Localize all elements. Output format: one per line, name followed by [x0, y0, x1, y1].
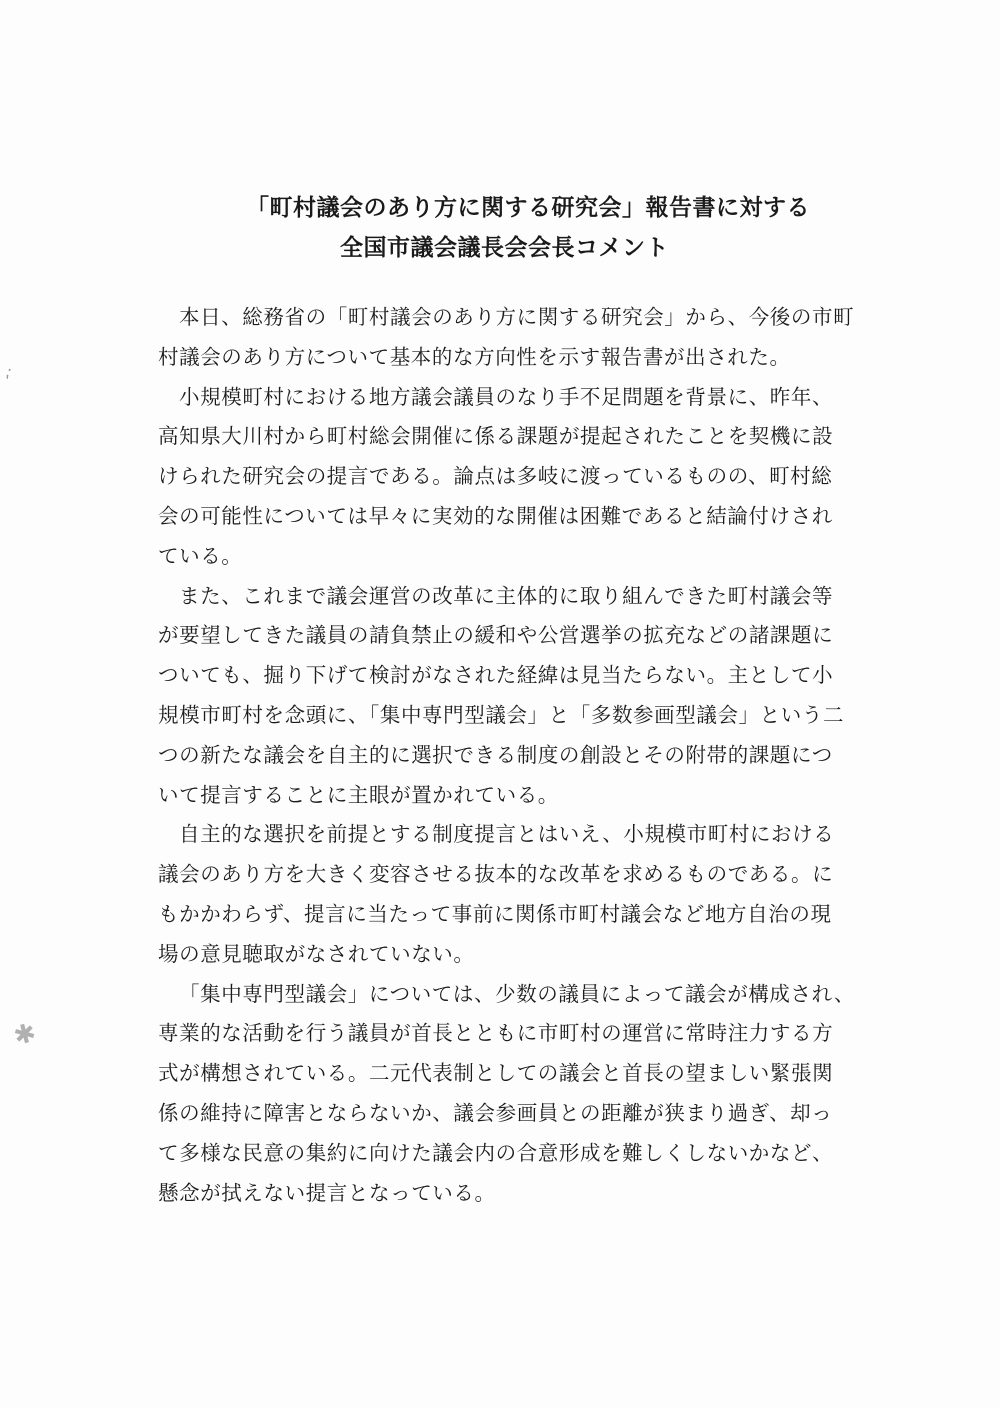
document-body: [158, 298, 856, 1213]
title-line: 「町村議会のあり方に関する研究会」報告書に対する: [246, 195, 810, 221]
text-line: 式が構想されている。二元代表制としての議会と首長の望ましい緊張関: [158, 1061, 834, 1086]
paragraph: [158, 577, 848, 816]
text-line: が要望してきた議員の請負禁止の緩和や公営選挙の拡充などの諸課題に: [158, 623, 834, 648]
paragraph: [158, 298, 855, 378]
scan-speck-mark: ⁏: [2, 361, 15, 382]
text-line: もかかわらず、提言に当たって事前に関係市町村議会など地方自治の現: [158, 901, 832, 926]
text-line: 自主的な選択を前提とする制度提言とはいえ、小規模市町村における: [179, 822, 835, 847]
text-line: つの新たな議会を自主的に選択できる制度の創設とその附帯的課題につ: [158, 742, 833, 767]
paragraph: [158, 975, 856, 1214]
text-line: て多様な民意の集約に向けた議会内の合意形成を難しくしないかなど、: [158, 1140, 834, 1165]
text-line: いて提言することに主眼が置かれている。: [158, 782, 559, 807]
text-line: 村議会のあり方について基本的な方向性を示す報告書が出された。: [158, 344, 791, 369]
text-line: 規模市町村を念頭に、「集中専門型議会」と「多数参画型議会」という二: [158, 702, 845, 727]
text-line: ついても、掘り下げて検討がなされた経緯は見当たらない。主として小: [158, 663, 834, 688]
text-line: 高知県大川村から町村総会開催に係る課題が提起されたことを契機に設: [158, 424, 834, 449]
text-line: 専業的な活動を行う議員が首長とともに市町村の運営に常時注力する方: [158, 1021, 834, 1046]
text-line: 本日、総務省の「町村議会のあり方に関する研究会」から、今後の市町: [179, 305, 855, 329]
text-line: 懸念が拭えない提言となっている。: [158, 1180, 496, 1205]
text-line: 小規模町村における地方議会議員のなり手不足問題を背景に、昨年、: [179, 384, 834, 409]
text-line: ている。: [158, 543, 243, 568]
scan-speck-mark: ✱: [10, 1017, 40, 1053]
text-line: 議会のあり方を大きく変容させる抜本的な改革を求めるものである。に: [158, 862, 834, 887]
text-line: 場の意見聴取がなされていない。: [158, 941, 475, 966]
text-line: 会の可能性については早々に実効的な開催は困難であると結論付けされ: [158, 503, 833, 528]
title-line: 全国市議会議長会会長コメント: [340, 235, 669, 261]
text-line: 「集中専門型議会」については、少数の議員によって議会が構成され、: [179, 981, 856, 1006]
paragraph: [158, 815, 848, 974]
text-line: また、これまで議会運営の改革に主体的に取り組んできた町村議会等: [179, 583, 834, 608]
document-title: [120, 188, 880, 268]
text-line: けられた研究会の提言である。論点は多岐に渡っているものの、町村総: [158, 464, 833, 489]
paragraph: [158, 378, 848, 577]
text-line: 係の維持に障害とならないか、議会参画員との距離が狭まり過ぎ、却っ: [158, 1100, 833, 1125]
